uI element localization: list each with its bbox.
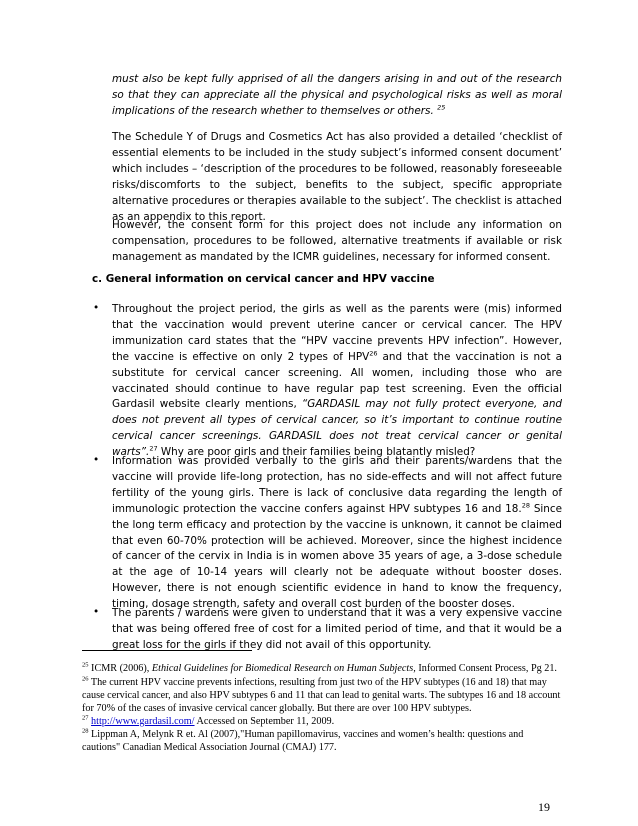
- footnote-divider: [82, 650, 252, 651]
- footnote-ref-26[interactable]: 26: [369, 349, 378, 358]
- section-heading: c. General information on cervical cancer and HPV vaccine: [92, 273, 435, 285]
- schedule-y-paragraph: The Schedule Y of Drugs and Cosmetics Act has also provided a detailed ‘checklist of essential elements to be included in the study subject’s informed consent document’ which includes – ‘description of the procedures to be followed, reasonably foreseeable risks/discomforts to the subject, benefits to the subject, specific appropriate alternative procedures or therapies available to the subject’. The checklist is attached as an appendix to this report.: [112, 131, 562, 223]
- page-number: 19: [538, 800, 550, 814]
- gardasil-link[interactable]: http://www.gardasil.com/: [91, 716, 195, 727]
- quote-paragraph: must also be kept fully apprised of all the dangers arising in and out of the research so that they can appreciate all the physical and psychological risks as well as moral implications of the research whether to themselves or others. $^{25}$: [112, 73, 562, 117]
- bullet-paragraph-expensive: The parents / wardens were given to understand that it was a very expensive vaccine that was being offered free of cost for a limited period of time, and that it would be a great loss for the girls if they did not avail of this opportunity.: [112, 607, 562, 651]
- footnote-ref-25[interactable]: 25: [437, 103, 446, 112]
- bullet-paragraph-protection: Information was provided verbally to the girls and their parents/wardens that the vaccine will provide life-long protection, has no side-effects and will not affect future fertility of the young girls. There is lack of conclusive data regarding the length of immunologic protection the vaccine confers against HPV subtypes 16 and 18.28 Since the long term efficacy and protection by the vaccine is unknown, it cannot be claimed that even 60-70% protection will be achieved. Moreover, since the highest incidence of cancer of the cervix in India is in women above 35 years of age, a 3-dose schedule at the age of 10-14 years will clearly not be adequate without booster doses. However, there is not enough scientific evidence in hand to know the frequency, timing, dosage strength, safety and overall cost burden of the booster doses.: [112, 455, 563, 611]
- footnote-25: $^{25}$ ICMR (2006), Ethical Guidelines for Biomedical Research on Human Subjects, Informed Consent Process, Pg 21.: [82, 661, 557, 674]
- gardasil-quote: “GARDASIL may not fully protect everyone, and does not prevent all types of cervical cancer, so it’s important to continue routine cervical cancer screenings. GARDASIL does not treat cervical cancer or genital warts”.: [112, 398, 563, 459]
- consent-form-paragraph: However, the consent form for this project does not include any information on compensation, procedures to be followed, alternative treatments if available or risk management as mandated by the ICMR guidelines, necessary for informed consent.: [112, 219, 562, 263]
- footnote-28: $^{28}$ Lippman A, Melynk R et. Al (2007),"Human papillomavirus, vaccines and women’s health: questions and cautions" Canadian Medical Association Journal (CMAJ) 177.: [82, 727, 524, 754]
- footnote-27: $^{27}$ http://www.gardasil.com/ Accessed on September 11, 2009.: [82, 714, 335, 727]
- footnote-ref-28[interactable]: 28: [521, 501, 530, 510]
- footnote-ref-27[interactable]: 27: [149, 444, 158, 453]
- bullet-marker: •: [93, 302, 100, 314]
- bullet-marker: •: [93, 606, 100, 618]
- footnote-26: $^{26}$ The current HPV vaccine prevents infections, resulting from just two of the HPV subtypes (16 and 18) that may cause cervical cancer, and also HPV subtypes 6 and 11 that can lead to genital warts. The subtypes 16 and 18 account for 70% of the cases of invasive cervical cancer globally. But there are over 100 HPV subtypes.: [82, 675, 561, 715]
- bullet-marker: •: [93, 454, 100, 466]
- bullet-paragraph-vaccine-claims: Throughout the project period, the girls as well as the parents were (mis) informed that the vaccination would prevent uterine cancer or cervical cancer. The HPV immunization card states that the “HPV vaccine prevents HPV infection”. However, the vaccine is effective on only 2 types of HPV$^{26}$ and that the vaccination is not a substitute for cervical cancer screening. All women, including those who are vaccinated should continue to have regular pap test screening. Even the official Gardasil website clearly mentions, “GARDASIL may not fully protect everyone, and does not prevent all types of cervical cancer, so it’s important to continue routine cervical cancer screenings. GARDASIL does not treat cervical cancer or genital warts”.$^{27}$ Why are poor girls and their families being blatantly misled?: [112, 303, 563, 459]
